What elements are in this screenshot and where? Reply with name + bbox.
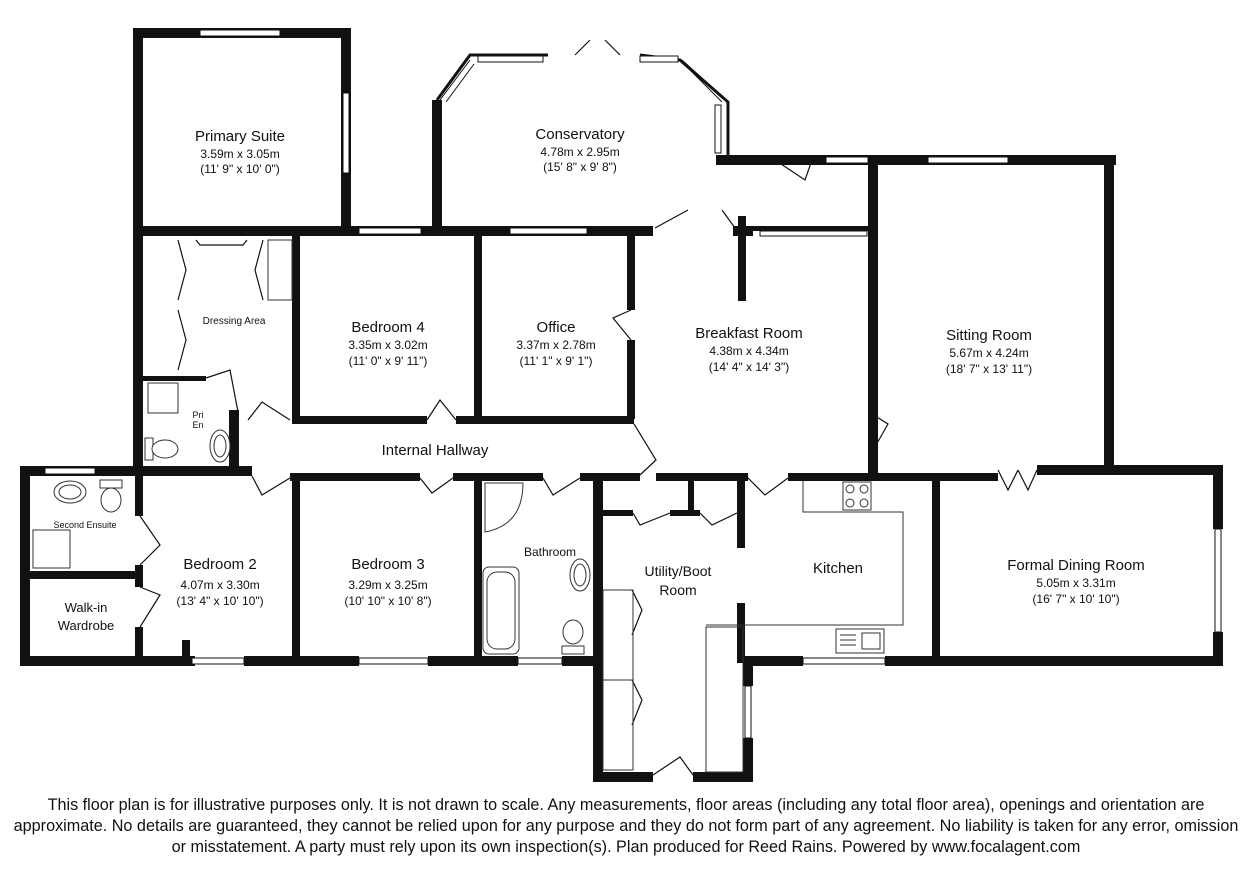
shower-tray-icon xyxy=(33,530,70,568)
toilet-icon xyxy=(563,620,583,644)
shower-tray-icon xyxy=(148,383,178,413)
primary-suite-metric: 3.59m x 3.05m xyxy=(200,147,280,161)
pri-en-line1: Pri xyxy=(192,410,204,420)
breakfast-room-imperial: (14' 4" x 14' 3") xyxy=(708,360,790,374)
office-metric: 3.37m x 2.78m xyxy=(516,338,596,352)
window-icon xyxy=(343,93,349,173)
door-swing-icon xyxy=(634,424,656,475)
conservatory-name: Conservatory xyxy=(535,126,625,143)
window-icon xyxy=(640,56,678,62)
breakfast-room-name: Breakfast Room xyxy=(695,325,803,342)
primary-suite-name: Primary Suite xyxy=(194,128,286,145)
office-imperial: (11' 1" x 9' 1") xyxy=(519,354,593,368)
breakfast-room-metric: 4.38m x 4.34m xyxy=(709,344,789,358)
window-icon xyxy=(359,228,421,234)
bedroom-4-imperial: (11' 0" x 9' 11") xyxy=(348,354,428,368)
primary-suite-imperial: (11' 9" x 10' 0") xyxy=(200,162,280,176)
door-swing-icon xyxy=(998,470,1037,490)
window-icon xyxy=(192,658,244,664)
bathroom-name: Bathroom xyxy=(523,545,577,559)
kitchen-name: Kitchen xyxy=(812,560,864,577)
window-icon xyxy=(478,56,543,62)
window-icon xyxy=(200,30,280,36)
formal-dining-room-name: Formal Dining Room xyxy=(1007,557,1145,574)
fittings xyxy=(33,240,903,772)
window-icon xyxy=(928,157,1008,163)
utility-line1: Utility/Boot xyxy=(644,563,712,579)
toilet-icon xyxy=(152,440,178,458)
bedroom-3-metric: 3.29m x 3.25m xyxy=(348,578,428,592)
window-icon xyxy=(45,468,95,474)
conservatory-metric: 4.78m x 2.95m xyxy=(540,145,620,159)
sitting-room-name: Sitting Room xyxy=(946,327,1032,344)
door-swing-icon xyxy=(543,478,580,495)
door-swing-icon xyxy=(140,587,160,627)
shower-tray-icon xyxy=(485,483,523,532)
bedroom-3-name: Bedroom 3 xyxy=(351,556,425,573)
bedroom-3-imperial: (10' 10" x 10' 8") xyxy=(344,594,432,608)
bedroom-2-name: Bedroom 2 xyxy=(183,556,257,573)
window-icon xyxy=(359,658,428,664)
internal-hallway-name: Internal Hallway xyxy=(381,442,489,459)
window-icon xyxy=(1215,529,1221,632)
toilet-icon xyxy=(101,488,121,512)
disclaimer-text: This floor plan is for illustrative purposes only. It is not drawn to scale. Any measurements, floor areas (including any total floor area), openings and orientation are approximate. No details are guaranteed, they cannot be relied upon for any purpose and they do not form part of any agreement. No liability is taken for any error, omission or misstatement. A party must rely upon its own inspection(s). Plan produced for Reed Rains. Powered by www.focalagent.com xyxy=(13,796,1239,856)
walk-in-wardrobe-line2: Wardrobe xyxy=(57,618,115,633)
window-icon xyxy=(518,658,562,664)
door-swing-icon xyxy=(248,402,290,420)
formal-dining-room-imperial: (16' 7" x 10' 10") xyxy=(1032,592,1120,606)
door-swing-icon xyxy=(748,478,788,495)
sitting-room-metric: 5.67m x 4.24m xyxy=(949,346,1029,360)
door-swing-icon xyxy=(252,476,290,495)
pri-en-line2: En xyxy=(192,420,204,430)
bedroom-4-metric: 3.35m x 3.02m xyxy=(348,338,428,352)
utility-line2: Room xyxy=(659,582,697,598)
window-icon xyxy=(760,231,867,236)
door-swing-icon xyxy=(575,40,620,55)
sitting-room-imperial: (18' 7" x 13' 11") xyxy=(945,362,1033,376)
door-swing-icon xyxy=(206,370,238,412)
office-name: Office xyxy=(536,319,576,336)
bedroom-2-imperial: (13' 4" x 10' 10") xyxy=(176,594,264,608)
toilet-icon xyxy=(562,646,584,654)
door-swing-icon xyxy=(178,240,186,300)
door-swing-icon xyxy=(655,210,735,228)
conservatory-glazing xyxy=(440,60,726,102)
door-swing-icon xyxy=(613,310,631,340)
door-swing-icon xyxy=(178,310,186,370)
formal-dining-room-metric: 5.05m x 3.31m xyxy=(1036,576,1116,590)
window-icon xyxy=(715,105,721,153)
walk-in-wardrobe-line1: Walk-in xyxy=(64,600,108,615)
window-icon xyxy=(745,686,751,738)
conservatory-imperial: (15' 8" x 9' 8") xyxy=(543,160,617,174)
second-ensuite-name: Second Ensuite xyxy=(53,520,117,530)
bedroom-2-metric: 4.07m x 3.30m xyxy=(180,578,260,592)
bathtub-icon xyxy=(483,567,519,654)
door-swing-icon xyxy=(427,400,456,420)
door-swing-icon xyxy=(420,478,453,493)
toilet-icon xyxy=(100,480,122,488)
window-icon xyxy=(510,228,587,234)
door-swing-icon xyxy=(653,757,693,775)
dressing-area-name: Dressing Area xyxy=(202,316,266,327)
window-icon xyxy=(826,157,868,163)
door-swing-icon xyxy=(700,513,737,525)
door-swing-icon xyxy=(140,516,160,565)
door-swing-icon xyxy=(633,513,670,525)
bedroom-4-name: Bedroom 4 xyxy=(351,319,425,336)
window-icon xyxy=(803,658,885,664)
door-swing-icon xyxy=(196,240,247,245)
door-swing-icon xyxy=(255,240,263,300)
